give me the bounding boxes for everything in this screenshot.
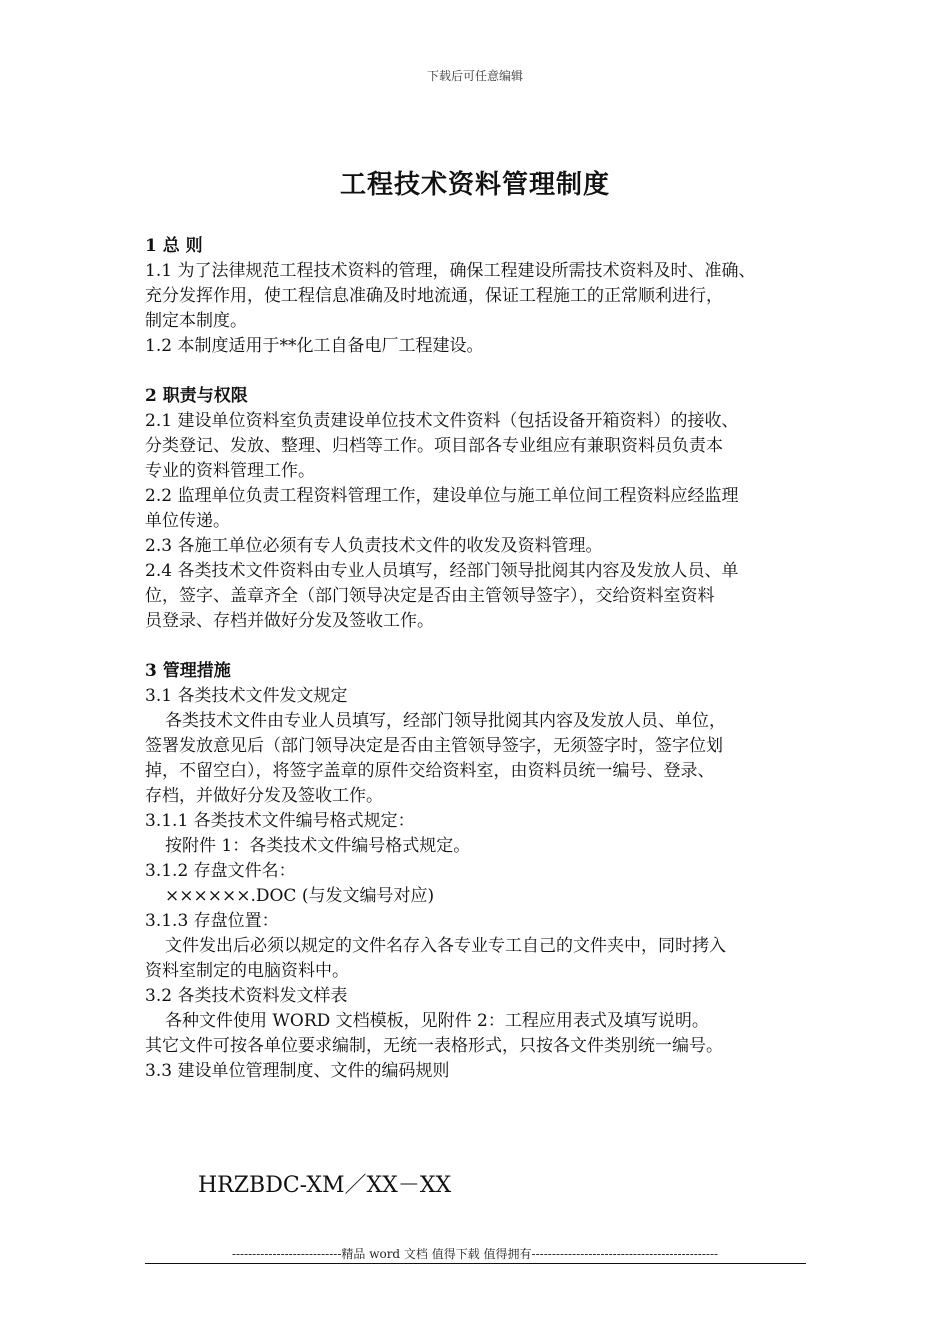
paragraph-line: 3.1.3 存盘位置： xyxy=(145,911,279,931)
section-heading-responsibilities: 2 职责与权限 xyxy=(145,386,248,406)
paragraph-line: 3.2 各类技术资料发文样表 xyxy=(145,986,348,1006)
paragraph-line: 制定本制度。 xyxy=(145,311,247,331)
paragraph-line: 2.1 建设单位资料室负责建设单位技术文件资料（包括设备开箱资料）的接收、 xyxy=(145,411,739,431)
paragraph-line: 1.1 为了法律规范工程技术资料的管理，确保工程建设所需技术资料及时、准确、 xyxy=(145,261,756,281)
paragraph-line: 存档，并做好分发及签收工作。 xyxy=(145,786,383,806)
paragraph-line: 充分发挥作用，使工程信息准确及时地流通，保证工程施工的正常顺利进行， xyxy=(145,286,723,306)
paragraph-line: 资料室制定的电脑资料中。 xyxy=(145,961,349,981)
paragraph-line: 2.3 各施工单位必须有专人负责技术文件的收发及资料管理。 xyxy=(145,536,603,556)
paragraph-line: 各种文件使用 WORD 文档模板，见附件 2：工程应用表式及填写说明。 xyxy=(165,1011,709,1031)
code-format-example: HRZBDC-XM／XX－XX xyxy=(198,1173,452,1198)
section-spacer xyxy=(145,634,835,659)
paragraph-line: 3.1.1 各类技术文件编号格式规定： xyxy=(145,811,415,831)
paragraph-line: 1.2 本制度适用于**化工自备电厂工程建设。 xyxy=(145,336,484,356)
paragraph-line: 2.2 监理单位负责工程资料管理工作，建设单位与施工单位间工程资料应经监理 xyxy=(145,486,739,506)
paragraph-line: 员登录、存档并做好分发及签收工作。 xyxy=(145,611,434,631)
paragraph-line: 3.1 各类技术文件发文规定 xyxy=(145,686,348,706)
paragraph-line: 掉，不留空白），将签字盖章的原件交给资料室，由资料员统一编号、登录、 xyxy=(145,761,715,781)
section-heading-measures: 3 管理措施 xyxy=(145,661,231,681)
paragraph-line: 2.4 各类技术文件资料由专业人员填写，经部门领导批阅其内容及发放人员、单 xyxy=(145,561,739,581)
paragraph-line: 单位传递。 xyxy=(145,511,230,531)
section-spacer xyxy=(145,359,835,384)
paragraph-line: 按附件 1：各类技术文件编号格式规定。 xyxy=(165,836,471,856)
paragraph-line: 签署发放意见后（部门领导决定是否由主管领导签字，无须签字时，签字位划 xyxy=(145,736,723,756)
paragraph-line: 各类技术文件由专业人员填写，经部门领导批阅其内容及发放人员、单位， xyxy=(165,711,726,731)
paragraph-line: 其它文件可按各单位要求编制，无统一表格形式，只按各文件类别统一编号。 xyxy=(145,1036,723,1056)
paragraph-line: 3.1.2 存盘文件名： xyxy=(145,861,296,881)
document-title: 工程技术资料管理制度 xyxy=(339,170,610,200)
footer-note: ---------------------------精品 word 文档 值得下载 值得拥有---------------------------------------------- xyxy=(231,1247,719,1261)
document-body xyxy=(145,234,835,1084)
section-heading-general: 1 总 则 xyxy=(145,236,203,256)
footer-rule xyxy=(145,1263,806,1264)
paragraph-line: 分类登记、发放、整理、归档等工作。项目部各专业组应有兼职资料员负责本 xyxy=(145,436,723,456)
paragraph-line: 位，签字、盖章齐全（部门领导决定是否由主管领导签字），交给资料室资料 xyxy=(145,586,715,606)
paragraph-line: ××××××.DOC (与发文编号对应) xyxy=(165,886,435,906)
paragraph-line: 专业的资料管理工作。 xyxy=(145,461,315,481)
header-note: 下载后可任意编辑 xyxy=(426,69,523,83)
paragraph-line: 3.3 建设单位管理制度、文件的编码规则 xyxy=(145,1061,450,1081)
paragraph-line: 文件发出后必须以规定的文件名存入各专业专工自己的文件夹中，同时拷入 xyxy=(165,936,726,956)
